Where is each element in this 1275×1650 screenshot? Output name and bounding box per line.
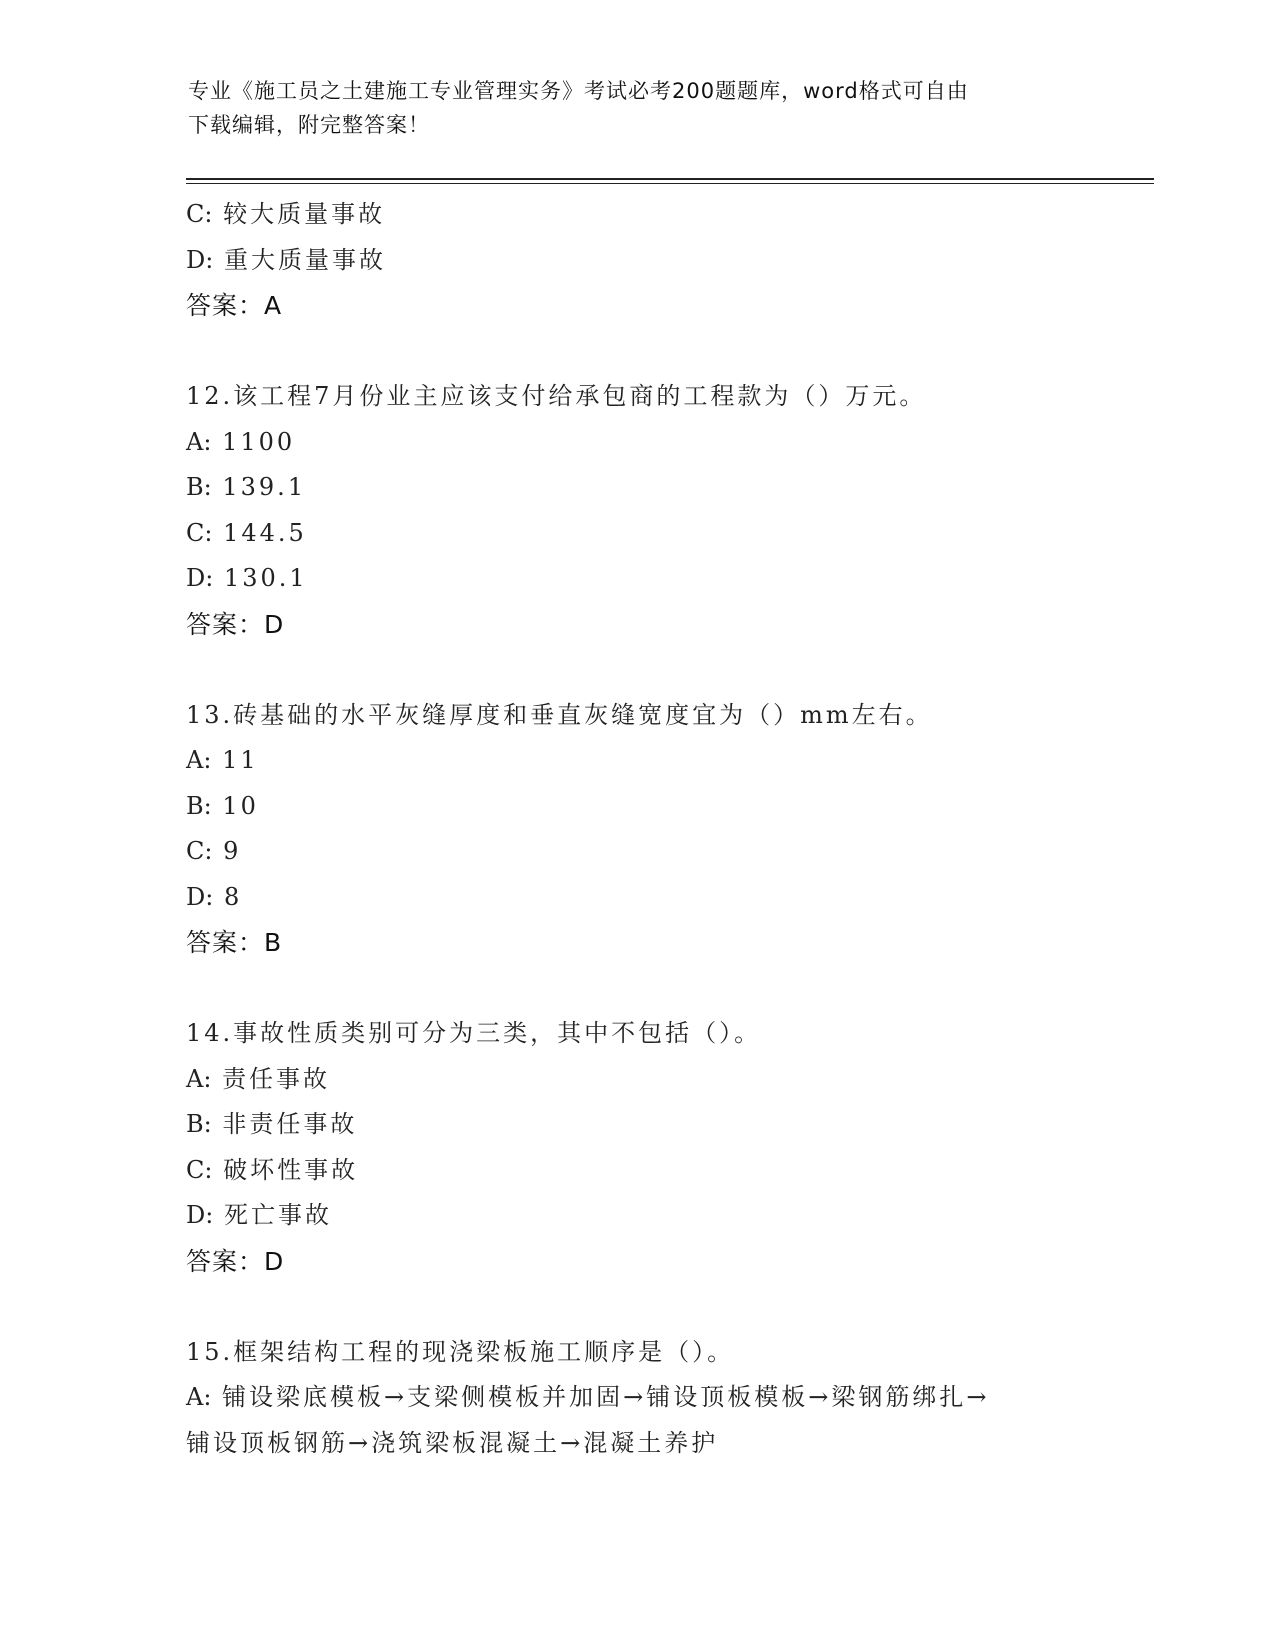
option-c: C: 破坏性事故: [186, 1155, 359, 1184]
header-title-line-1: 专业《施工员之土建施工专业管理实务》考试必考200题题库，word格式可自由: [188, 79, 969, 103]
spacer: [186, 647, 1126, 693]
answer-line: 答案：D: [186, 1246, 285, 1276]
option-d: D: 130.1: [186, 564, 308, 592]
option-d: D: 死亡事故: [186, 1201, 332, 1229]
page-header: [188, 74, 1088, 142]
option-b: B: 非责任事故: [186, 1110, 358, 1138]
option-a: A: 1100: [186, 427, 296, 456]
option-a: A: 责任事故: [186, 1064, 331, 1093]
question-list: [186, 192, 1126, 1466]
question-text: 14.事故性质类别可分为三类，其中不包括（）。: [186, 1019, 762, 1047]
answer-line: 答案：A: [186, 291, 283, 320]
question-block-11: [186, 192, 1126, 329]
question-block-14: [186, 1011, 1126, 1284]
spacer: [186, 966, 1126, 1012]
option-c: C: 9: [186, 837, 242, 865]
option-b: B: 139.1: [186, 473, 307, 501]
option-d: D: 8: [186, 882, 243, 911]
spacer: [186, 329, 1126, 375]
header-title-line-2: 下载编辑，附完整答案！: [188, 113, 430, 137]
answer-line: 答案：D: [186, 609, 285, 639]
header-divider: [186, 178, 1154, 184]
option-a: A: 11: [186, 746, 259, 774]
option-d: D: 重大质量事故: [186, 245, 386, 274]
option-c: C: 144.5: [186, 518, 307, 547]
question-text: 15.框架结构工程的现浇梁板施工顺序是（）。: [186, 1337, 735, 1366]
option-b: B: 10: [186, 791, 259, 820]
question-block-15: [186, 1330, 1126, 1467]
option-a-continuation: 铺设顶板钢筋→浇筑梁板混凝土→混凝土养护: [186, 1428, 719, 1457]
question-block-13: [186, 693, 1126, 966]
option-a: A: 铺设梁底模板→支梁侧模板并加固→铺设顶板模板→梁钢筋绑扎→: [186, 1383, 990, 1411]
question-text: 13.砖基础的水平灰缝厚度和垂直灰缝宽度宜为（）mm左右。: [186, 700, 933, 729]
question-text: 12.该工程7月份业主应该支付给承包商的工程款为（）万元。: [186, 382, 927, 410]
question-block-12: [186, 374, 1126, 647]
answer-line: 答案：B: [186, 928, 283, 957]
spacer: [186, 1284, 1126, 1330]
option-c: C: 较大质量事故: [186, 200, 386, 228]
